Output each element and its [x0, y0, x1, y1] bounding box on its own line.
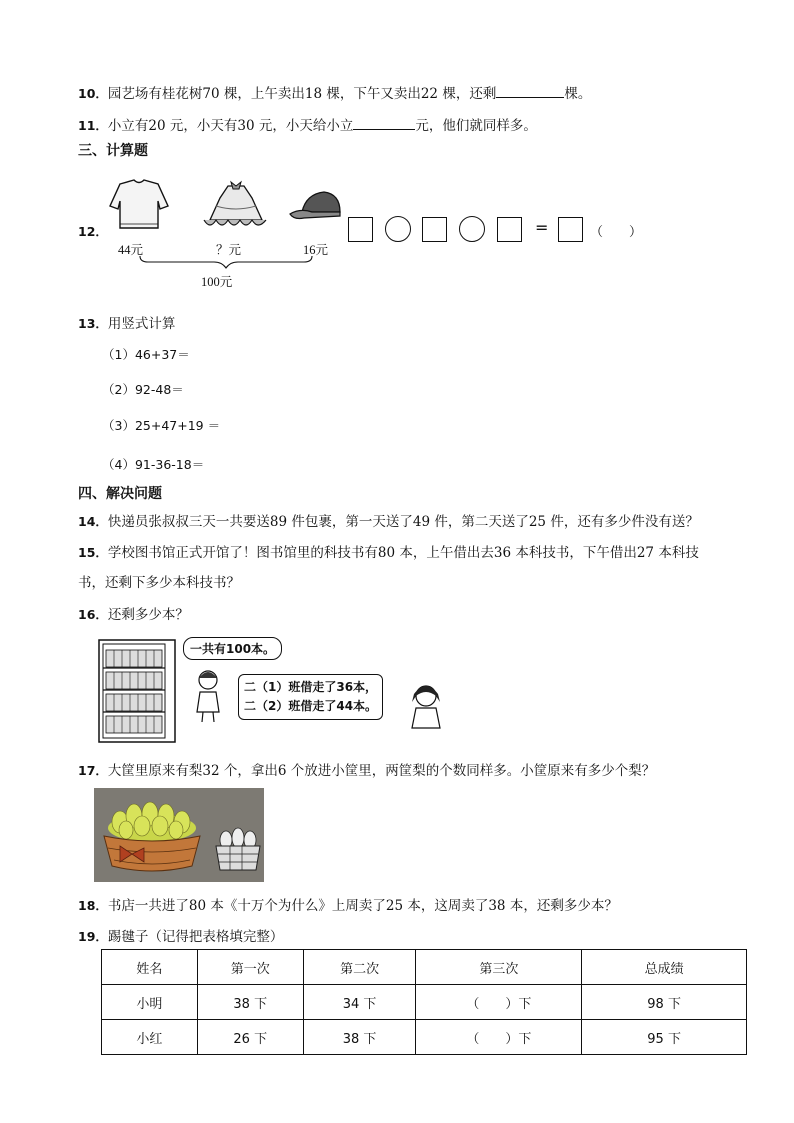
answer-cell[interactable]: （ ）下 — [416, 985, 582, 1020]
price-label-cap: 16元 — [303, 243, 329, 257]
question-number: 15． — [78, 545, 108, 560]
question-number: 13． — [78, 316, 108, 331]
question-number: 19． — [78, 929, 108, 944]
answer-blank[interactable] — [496, 84, 564, 98]
table-cell: 26 下 — [197, 1020, 303, 1055]
question-number: 17． — [78, 763, 108, 778]
answer-box[interactable] — [422, 217, 447, 242]
question-text: 小立有20 元，小天有30 元，小天给小立 — [107, 118, 354, 134]
question-18 — [78, 894, 618, 914]
question-text: 学校图书馆正式开馆了！图书馆里的科技书有80 本，上午借出去36 本科技书，下午借出27 本科技 — [107, 545, 699, 561]
question-text: 用竖式计算 — [107, 316, 176, 332]
question-14 — [78, 510, 699, 530]
calc-item-1: （1）46+37＝ — [102, 347, 190, 362]
table-row — [102, 985, 747, 1020]
section-heading-calculation: 三、计算题 — [78, 143, 148, 159]
price-label-skirt: ？元 — [216, 243, 242, 257]
operator-circle[interactable] — [385, 216, 411, 242]
answer-blank[interactable] — [353, 116, 415, 130]
borrowed-class-2: 二（2）班借走了44本。 — [244, 699, 378, 713]
skirt-icon — [204, 182, 266, 225]
price-label-total: 100元 — [201, 275, 233, 289]
big-basket-icon — [104, 802, 200, 871]
calc-item-4: （4）91-36-18＝ — [102, 457, 205, 472]
answer-box[interactable] — [497, 217, 522, 242]
table-header-row — [102, 950, 747, 985]
score-table — [101, 949, 747, 1055]
question-text: 大筐里原来有梨32 个，拿出6 个放进小筐里，两筐梨的个数同样多。小筐原来有多少个梨？ — [107, 763, 656, 779]
header-second: 第二次 — [303, 950, 416, 985]
pear-baskets-picture — [94, 788, 264, 882]
question-number: 10． — [78, 86, 108, 101]
header-name: 姓名 — [102, 950, 198, 985]
question-11 — [78, 114, 537, 134]
question-15 — [78, 541, 699, 561]
question-text-end: 棵。 — [564, 86, 592, 102]
speech-bubble-total: 一共有100本。 — [183, 637, 282, 660]
question-text: 快递员张叔叔三天一共要送89 件包裹，第一天送了49 件，第二天送了25 件，还有多少件没有送？ — [107, 514, 699, 530]
question-text: 书店一共进了80 本《十万个为什么》上周卖了25 本，这周卖了38 本，还剩多少本？ — [107, 898, 618, 914]
table-cell: 38 下 — [303, 1020, 416, 1055]
question-number: 14． — [78, 514, 108, 529]
header-first: 第一次 — [197, 950, 303, 985]
calc-item-3: （3）25+47+19 ＝ — [102, 418, 221, 433]
girl-librarian-icon — [197, 671, 219, 722]
question-number: 18． — [78, 898, 108, 913]
question-16 — [78, 603, 189, 623]
question-text: 园艺场有桂花树70 棵，上午卖出18 棵，下午又卖出22 棵，还剩 — [107, 86, 497, 102]
table-cell: 38 下 — [197, 985, 303, 1020]
question-19 — [78, 925, 283, 945]
section-heading-problems: 四、解决问题 — [78, 486, 162, 502]
borrowed-class-1: 二（1）班借走了36本， — [244, 680, 378, 694]
equals-sign: = — [535, 218, 549, 237]
cap-icon — [290, 192, 340, 219]
question-text: 还剩多少本？ — [107, 607, 189, 623]
question-17 — [78, 759, 655, 779]
table-row — [102, 1020, 747, 1055]
girl-student-icon — [412, 686, 440, 728]
answer-cell[interactable]: （ ）下 — [416, 1020, 582, 1055]
question-number: 11． — [78, 118, 108, 133]
table-cell: 98 下 — [582, 985, 747, 1020]
calc-item-2: （2）92-48＝ — [102, 382, 184, 397]
result-box[interactable] — [558, 217, 583, 242]
header-third: 第三次 — [416, 950, 582, 985]
table-cell: 95 下 — [582, 1020, 747, 1055]
question-text: 踢毽子（记得把表格填完整） — [107, 929, 284, 945]
question-13 — [78, 312, 175, 332]
question-number: 16． — [78, 607, 108, 622]
unit-parentheses[interactable]: （ ） — [590, 225, 643, 240]
answer-box[interactable] — [348, 217, 373, 242]
small-basket-icon — [216, 828, 260, 870]
question-10 — [78, 82, 591, 102]
question-text-end: 元，他们就同样多。 — [415, 118, 537, 134]
table-cell: 34 下 — [303, 985, 416, 1020]
table-cell: 小红 — [102, 1020, 198, 1055]
question-15-cont: 书，还剩下多少本科技书？ — [78, 575, 240, 591]
price-label-sweater: 44元 — [118, 243, 144, 257]
table-cell: 小明 — [102, 985, 198, 1020]
bookshelf-icon — [99, 640, 175, 742]
operator-circle[interactable] — [459, 216, 485, 242]
header-total: 总成绩 — [582, 950, 747, 985]
question-number: 12． — [78, 224, 108, 239]
sweater-icon — [110, 180, 168, 228]
speech-bubble-borrowed — [238, 674, 383, 720]
